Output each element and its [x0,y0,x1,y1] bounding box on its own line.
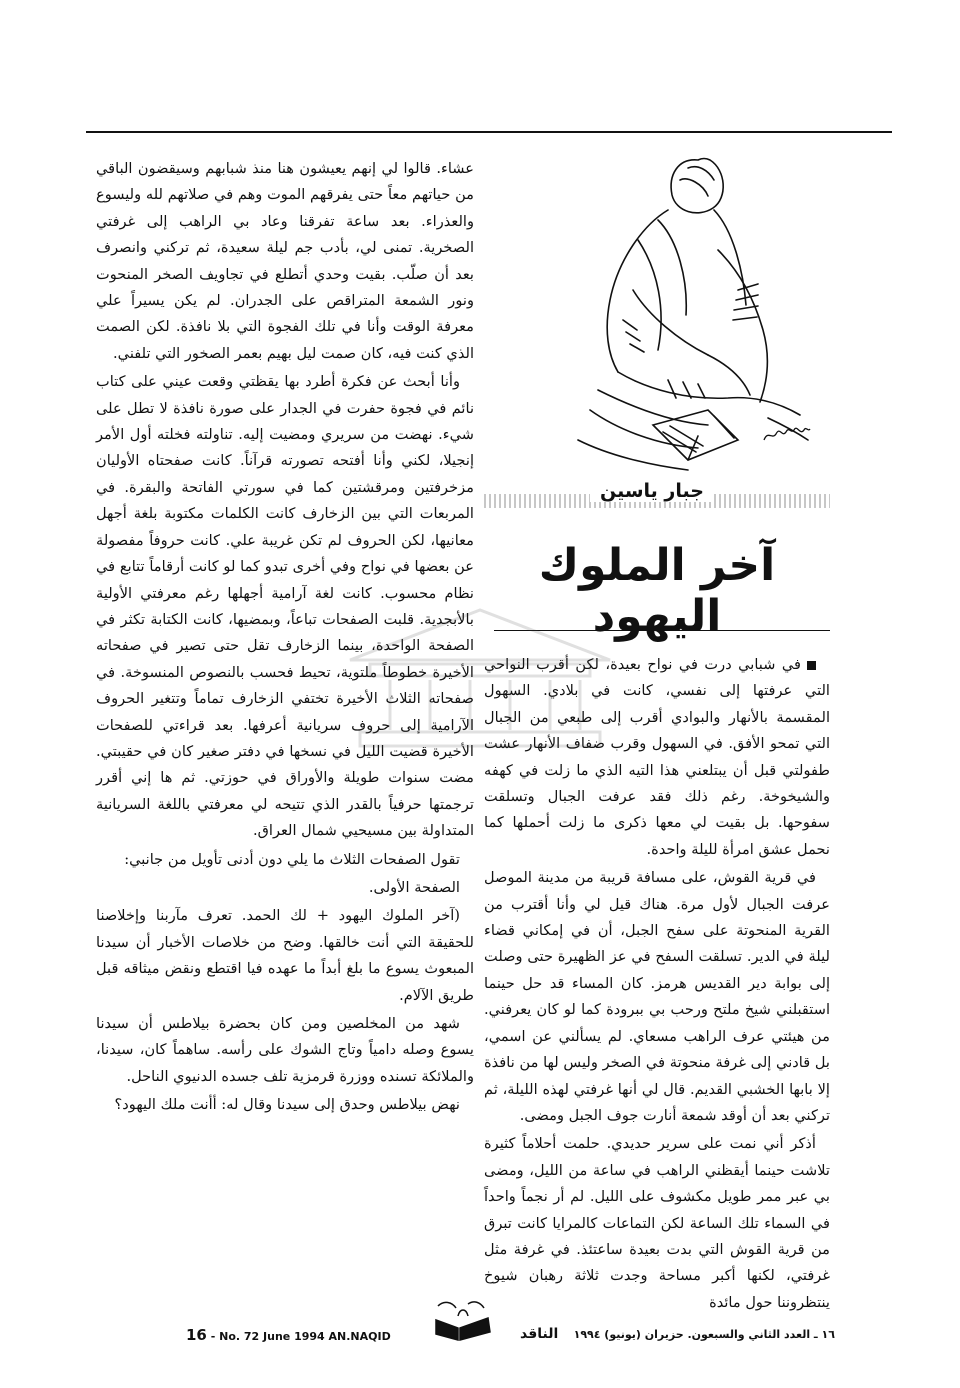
paragraph: في شبابي درت في نواح بعيدة، لكن أقرب النواحي التي عرفتها إلى نفسي، كانت في بلادي. السهول المقسمة بالأنهار والبوادي أقرب إلى طبعي من الجبال التي تمحو الأفق. في السهول وقرب ضفاف الأنهار عشت طفولتي قبل أن يبتلعني هذا التيه الذي ما زلت في كهفه والشيخوخة. رغم ذلك فقد عرفت الجبال وتسلقت سفوحها. بل بقيت لي معها ذكرى ما زلت أحملها كما نحمل عشق امرأة لليلة واحدة. [484,656,830,858]
magazine-logo-icon [428,1298,498,1342]
brand-arabic: الناقد [520,1326,559,1342]
article-title: آخر الملوك اليهود [538,540,776,642]
issue-info: - No. 72 June 1994 [210,1330,325,1343]
paragraph: عشاء. قالوا لي إنهم يعيشون هنا منذ شبابهم وسيقضون الباقي من حياتهم معاً حتى يفرقهم الموت وهم في صلاتهم لله وليسوع والعذراء. بعد ساعة تفرقنا وعاد بي الراهب إلى غرفتي الصخرية. تمنى لي، بأدب جم ليلة سعيدة، ثم تركني وانصرف بعد أن صلّب. بقيت وحدي أتطلع في تجاويف الصخر المنحوت ونور الشمعة المتراقص على الجدران. لم يكن يسيراً علي معرفة الوقت وأنا في تلك الفجوة التي بلا نافذة. لكن الصمت الذي كنت فيه، كان صمت ليل بهيم بعمر الصخور التي تلفني. [96,160,474,362]
paragraph: وأنا أبحث عن فكرة أطرد بها يقظتي وقعت عيني على كتاب نائم في فجوة حفرت في الجدار على صورة نافذة لا تطل على شيء. نهضت من سريري ومضيت إليه. تناولته فخلته أول الأمر إنجيلا، لكني وأنا أفتحه تصورته قرآناً. كانت صفحتاه الأوليان مزخرفتين ومرقشتين كما في سورتي الفاتحة والبقرة. في المربعات التي بين الزخارف كانت الكلمات مكتوبة بلغة أجهل معانيها، لكن الحروف لم تكن غريبة علي. كانت حروفاً مفصولة عن بعضها في نواح وفي أخرى تبدو كما لو كانت أرقاماً تتابع في نظام محسوب. كانت لغة آرامية أجهلها رغم معرفتي الأولية بالأبجدية. قلبت الصفحات تباعاً، وبمضيها، كانت الكتابة تكثر في الصفحة الواحدة، بينما الزخارف تقل حتى تصير في صفحاته الأخيرة خطوطاً ملتوية، تحيط فحسب بالنصوص المنسوخة. في صفحاته الثلاث الأخيرة تختفي الزخارف تماماً وتتغير الحروف الآرامية إلى حروف سريانية أعرفها. بعد قراءتي للصفحات الأخيرة قضيت الليل في نسخها في دفتر صغير كان في حقيبتي. مضت سنوات طويلة والأوراق في حوزتي. ثم ها إني أقرر ترجمتها حرفياً بالقدر الذي تتيحه لي معرفتي باللغة السريانية المتداولة بين مسيحيي شمال العراق. [96,373,474,840]
ink-sketch-figure-reading-icon [538,140,838,480]
author-name: جبار ياسين [590,480,714,502]
paragraph: الصفحة الأولى. [368,878,460,896]
paragraph: أذكر أني نمت على سرير حديدي. حلمت أحلاماً كثيرة تلاشت حينما أيقظني الراهب في ساعة من الليل، ومضى بي عبر ممر طويل مكشوف على الليل. لم أر نجماً واحداً في السماء تلك الساعة لكن التماعات كالمرايا كانت تبرق من قرية القوش التي بدت بعيدة ساعتئذ. في غرفة مثل غرفتي، لكنها أكبر مساحة وجدت ثلاثة رهبان شيوخ ينتظروننا حول مائدة [484,1135,830,1311]
footer-right [520,1326,835,1342]
paragraph: شهد من المخلصين ومن كان بحضرة بيلاطس أن سيدنا يسوع وصله دامياً وتاج الشوك على رأسه. ساهماً كان، سيدنا، والملائكة تسنده ووزرة قرمزية تلف جسده الدنيوي الناحل. [96,1015,474,1085]
opening-text [484,652,830,1318]
paragraph: تقول الصفحات الثلاث ما يلي دون أدنى تأويل من جانبي: [124,850,460,868]
left-column [96,156,474,1121]
page-number: 16 [186,1326,207,1344]
top-rule [86,131,892,133]
paragraph: نهض بيلاطس وحدق إلى سيدنا وقال له: أأنت ملك اليهود؟ [114,1096,460,1114]
issue-info-arabic: ١٦ ـ العدد الثاني والسبعون. حزيران (يونيو) ١٩٩٤ [573,1328,835,1341]
paragraph: (آخر الملوك اليهود + لك الحمد. تعرف مآربنا وإخلاصنا للحقيقة التي أنت خالقها. وضح من خلاصات الأخبار أن سيدنا المبعوث يسوع ما بلغ أبداً ما عهده فيا اقتطع ونقض ميثاقه قبل طريق الآلام. [96,907,474,1004]
paragraph: في قرية القوش، على مسافة قريبة من مدينة الموصل عرفت الجبال لأول مرة. هناك قيل لي وأنا أقترب من القرية المنحوتة على سفح الجبل، أن في إمكاني قضاء ليلة في الدير. تسلقت السفح في عز الظهيرة حتى وصلت إلى بوابة دير القديس هرمز. كان المساء قد حل حينما استقبلني شيخ ملتح ورحب بي ببرودة كما لو كان يعرفني. من هيئتي عرف الراهب مسعاي. لم يسألني عن اسمي، بل قادني إلى غرفة منحوتة في الصخر وليس لها من نافذة إلا بابها الخشبي القديم. قال لي أنها غرفتي لهذه الليلة، ثم تركني بعد أن أوقد شمعة أنارت جوف الجبل ومضى. [484,869,830,1124]
title-rule [494,630,830,631]
footer-left [186,1326,391,1344]
artist-signature-icon [764,428,810,440]
brand-latin: AN.NAQID [328,1330,391,1343]
right-column [484,140,830,1311]
square-bullet-icon [807,661,816,670]
